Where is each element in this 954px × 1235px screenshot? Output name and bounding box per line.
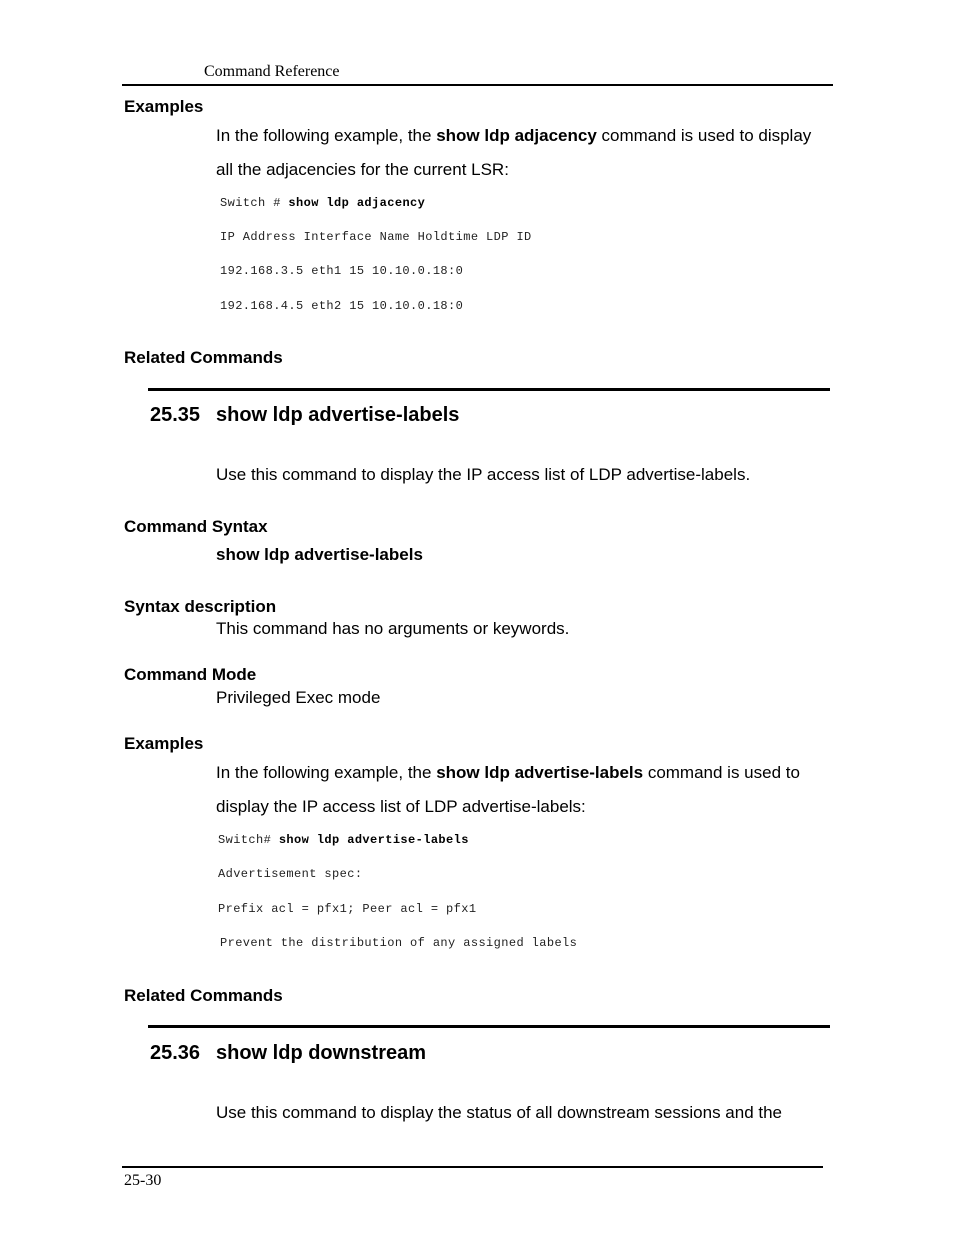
command-syntax: show ldp advertise-labels <box>216 545 423 564</box>
code-line: 192.168.3.5 eth1 15 10.10.0.18:0 <box>220 264 464 278</box>
example-intro: In the following example, the show ldp advertise-labels command is used to <box>216 763 800 782</box>
code-line: Advertisement spec: <box>218 867 363 881</box>
related-commands-label: Related Commands <box>124 986 283 1005</box>
code-line: Prefix acl = pfx1; Peer acl = pfx1 <box>218 902 477 916</box>
command-mode-label: Command Mode <box>124 665 257 684</box>
code-command-line: Switch # show ldp adjacency <box>220 196 426 210</box>
syntax-description: This command has no arguments or keywords. <box>216 619 570 638</box>
page-number: 25-30 <box>124 1172 162 1189</box>
section-description: Use this command to display the status of all downstream sessions and the <box>216 1103 783 1122</box>
section-heading: 25.35 show ldp advertise-labels <box>150 404 460 426</box>
example-intro: In the following example, the show ldp adjacency command is used to display <box>216 126 812 145</box>
command-syntax-label: Command Syntax <box>124 517 268 536</box>
command-mode: Privileged Exec mode <box>216 688 381 707</box>
section-rule <box>148 1025 830 1028</box>
code-command-line: Switch# show ldp advertise-labels <box>218 833 469 847</box>
code-line: 192.168.4.5 eth2 15 10.10.0.18:0 <box>220 299 464 313</box>
section-description: Use this command to display the IP access list of LDP advertise-labels. <box>216 465 751 484</box>
examples-label: Examples <box>124 97 204 116</box>
related-commands-label: Related Commands <box>124 348 283 367</box>
code-line: IP Address Interface Name Holdtime LDP ID <box>220 230 532 244</box>
syntax-description-label: Syntax description <box>124 597 277 616</box>
section-heading: 25.36 show ldp downstream <box>150 1042 427 1064</box>
footer-rule <box>122 1166 823 1168</box>
running-header: Command Reference <box>204 63 340 80</box>
code-line: Prevent the distribution of any assigned labels <box>220 936 578 950</box>
section-rule <box>148 388 830 391</box>
examples-label: Examples <box>124 734 204 753</box>
example-intro-line2: display the IP access list of LDP advertise-labels: <box>216 797 586 816</box>
example-intro-line2: all the adjacencies for the current LSR: <box>216 160 509 179</box>
header-rule <box>122 84 833 86</box>
